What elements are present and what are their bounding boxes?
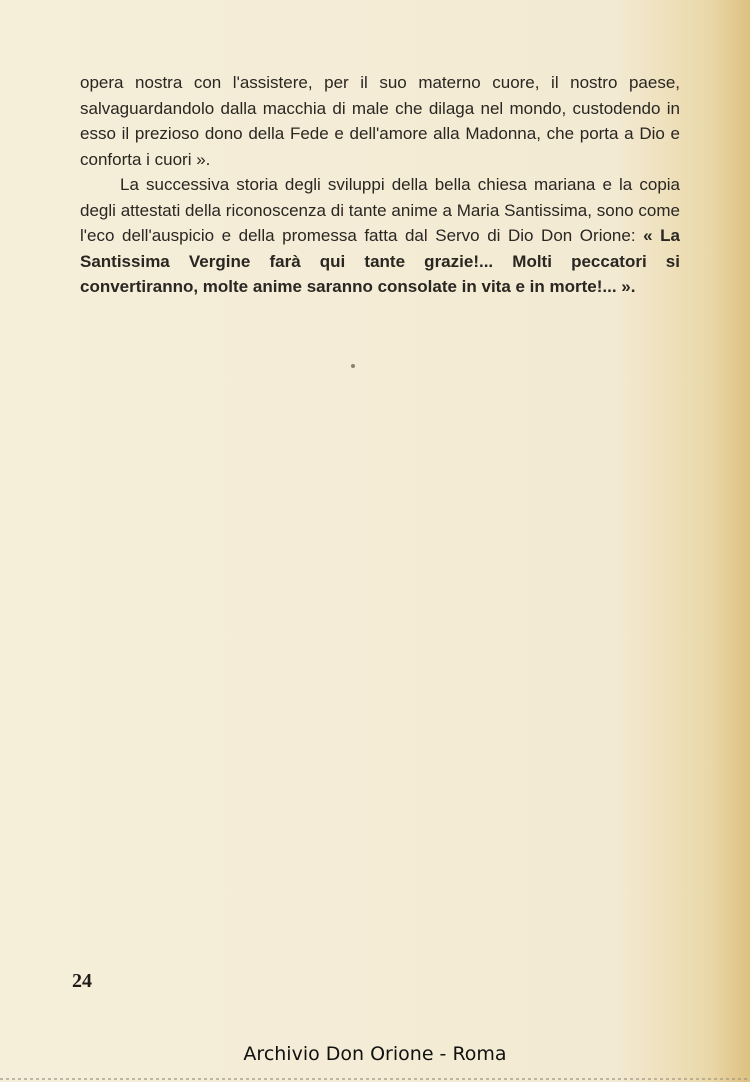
paragraph-2: [80, 172, 680, 300]
bottom-rule: [0, 1078, 750, 1080]
page-edge-shadow: [710, 0, 750, 1082]
decorative-dot: [351, 364, 355, 368]
body-text: [80, 70, 680, 300]
paragraph-1: opera nostra con l'assistere, per il suo materno cuore, il nostro paese, salvaguardandolo dalla macchia di male che dilaga nel mondo, custodendo in esso il prezioso dono della Fede e dell'amore alla Madonna, che porta a Dio e conforta i cuori ».: [80, 73, 680, 169]
paragraph-2-regular: La successiva storia degli sviluppi della bella chiesa mariana e la copia degli attestati della riconoscenza di tante anime a Maria Santissima, sono come l'eco dell'auspicio e della promessa fatta dal Servo di Dio Don Orione:: [80, 175, 680, 245]
paragraph-2-quote: « La Santissima Vergine farà qui tante grazie!... Molti peccatori si convertiranno, molte anime saranno consolate in vita e in morte!... ».: [80, 226, 680, 296]
archive-label: Archivio Don Orione - Roma: [243, 1043, 507, 1065]
page-number: 24: [72, 970, 92, 992]
